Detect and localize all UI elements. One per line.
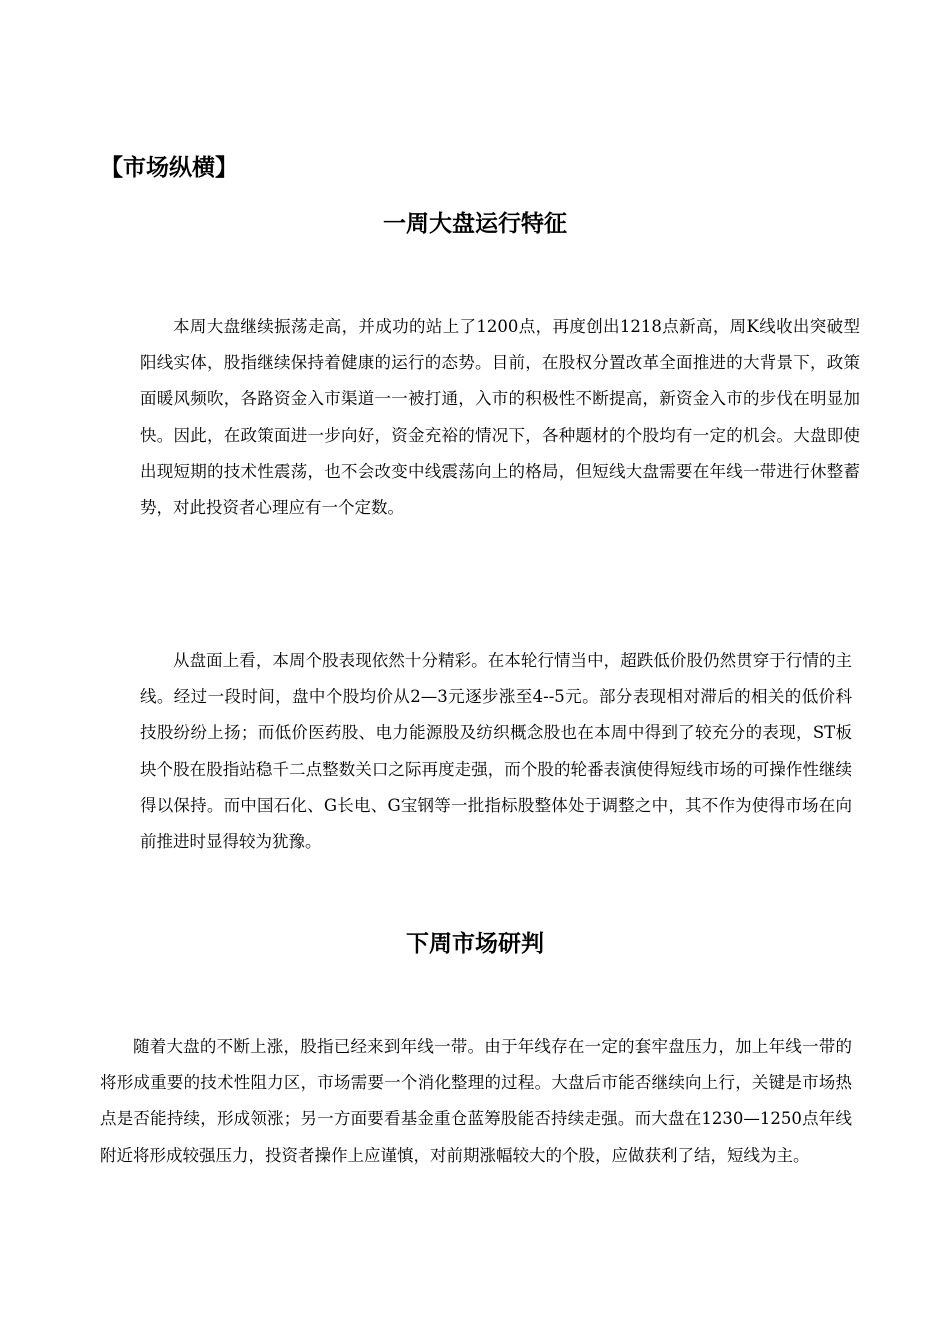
section-tag: 【市场纵横】 [100, 155, 238, 181]
heading-next-week-outlook: 下周市场研判 [406, 931, 544, 957]
paragraph-weekly-overview: 本周大盘继续振荡走高，并成功的站上了1200点，再度创出1218点新高，周K线收出突破型阳线实体，股指继续保持着健康的运行的态势。目前，在股权分置改革全面推进的大背景下，政策面暖风频吹，各路资金入市渠道一一被打通，入市的积极性不断提高，新资金入市的步伐在明显加快。因此，在政策面进一步向好，资金充裕的情况下，各种题材的个股均有一定的机会。大盘即使出现短期的技术性震荡，也不会改变中线震荡向上的格局，但短线大盘需要在年线一带进行休整蓄势，对此投资者心理应有一个定数。 [140, 317, 860, 518]
heading-weekly-market-features: 一周大盘运行特征 [383, 211, 567, 237]
paragraph-stock-performance: 从盘面上看，本周个股表现依然十分精彩。在本轮行情当中，超跌低价股仍然贯穿于行情的主线。经过一段时间，盘中个股均价从2—3元逐步涨至4--5元。部分表现相对滞后的相关的低价科技股纷纷上扬；而低价医药股、电力能源股及纺织概念股也在本周中得到了较充分的表现，ST板块个股在股指站稳千二点整数关口之际再度走强，而个股的轮番表演使得短线市场的可操作性继续得以保持。而中国石化、G长电、G宝钢等一批指标股整体处于调整之中，其不作为使得市场在向前推进时显得较为犹豫。 [140, 651, 852, 852]
paragraph-next-week-outlook: 随着大盘的不断上涨，股指已经来到年线一带。由于年线存在一定的套牢盘压力，加上年线一带的将形成重要的技术性阻力区，市场需要一个消化整理的过程。大盘后市能否继续向上行，关键是市场热点是否能持续，形成领涨；另一方面要看基金重仓蓝筹股能否持续走强。而大盘在1230—1250点年线附近将形成较强压力，投资者操作上应谨慎，对前期涨幅较大的个股，应做获利了结，短线为主。 [100, 1037, 852, 1165]
